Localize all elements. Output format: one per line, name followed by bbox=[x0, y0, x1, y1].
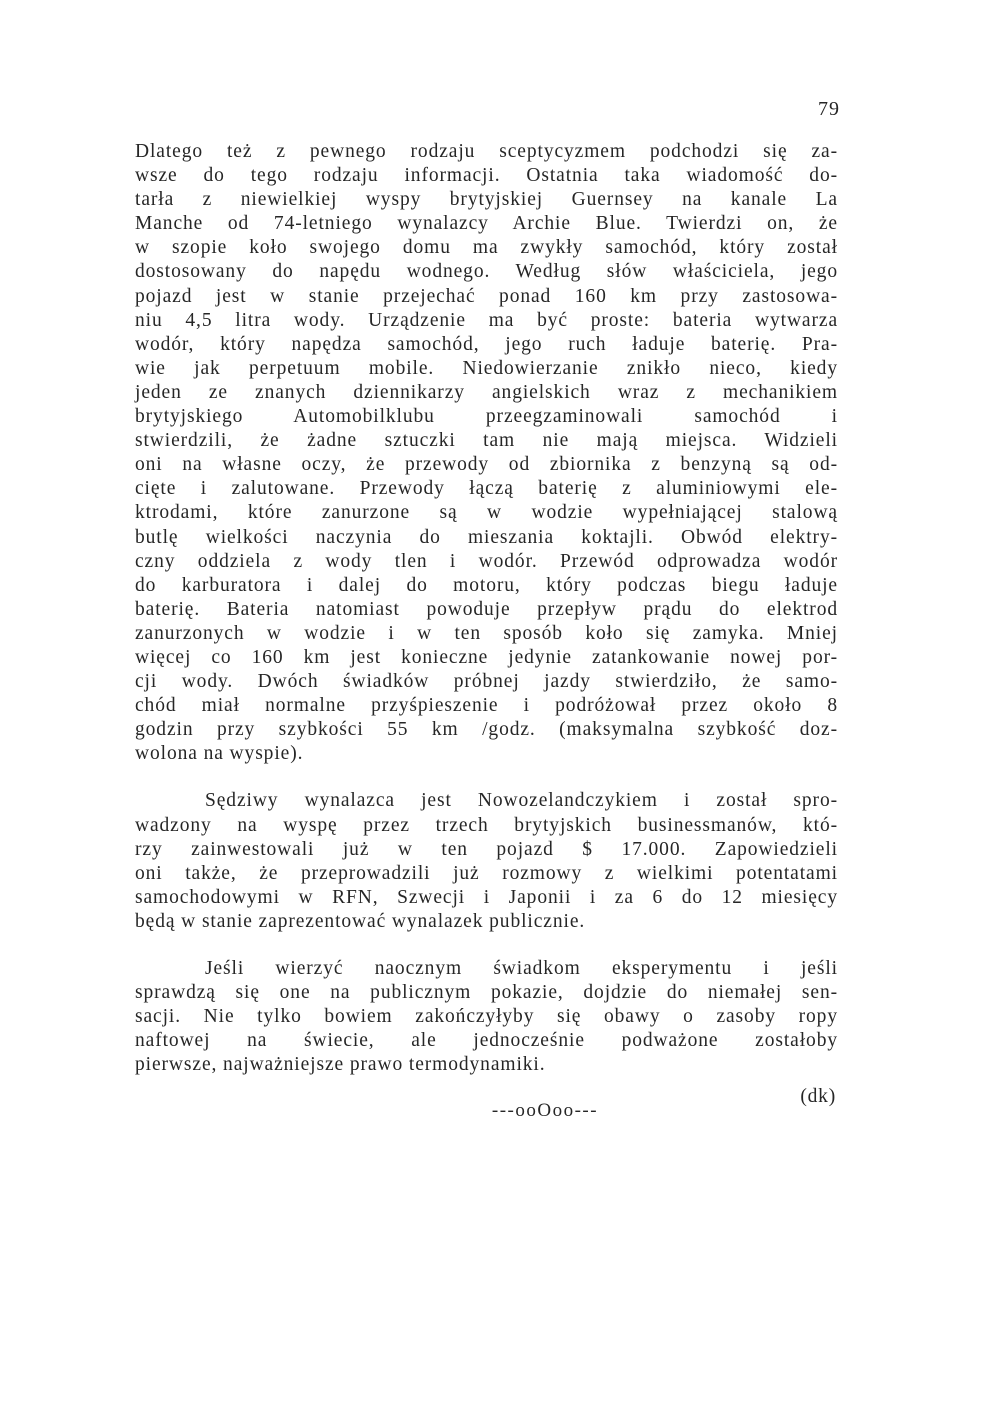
text-line: wolona na wyspie). bbox=[135, 743, 304, 765]
text-line: samochodowymi w RFN, Szwecji i Japonii i za 6 do 12 miesięcy bbox=[135, 886, 838, 908]
text-line: pojazd jest w stanie przejechać ponad 160 km przy zastosowa- bbox=[135, 285, 838, 307]
text-line: brytyjskiego Automobilklubu przeegzaminowali samochód i bbox=[135, 406, 838, 428]
text-line: sacji. Nie tylko bowiem zakończyłyby się obawy o zasoby ropy bbox=[135, 1006, 838, 1028]
text-line: ktrodami, które zanurzone są w wodzie wypełniającej stalową bbox=[135, 502, 838, 524]
author-signature: (dk) bbox=[800, 1086, 836, 1108]
text-line: sprawdzą się one na publicznym pokazie, dojdzie do niemałej sen- bbox=[135, 982, 838, 1004]
text-line: wie jak perpetuum mobile. Niedowierzanie znikło nieco, kiedy bbox=[135, 357, 838, 379]
text-line: Manche od 74-letniego wynalazcy Archie Blue. Twierdzi on, że bbox=[135, 213, 838, 235]
text-line: oni także, że przeprowadzili już rozmowy z wielkimi potentatami bbox=[135, 862, 838, 884]
text-line: godzin przy szybkości 55 km /godz. (maksymalna szybkość doz- bbox=[135, 719, 838, 741]
paragraph-1 bbox=[135, 140, 838, 766]
paragraph-gap bbox=[135, 766, 838, 789]
text-line: będą w stanie zaprezentować wynalazek publicznie. bbox=[135, 910, 586, 932]
text-line: rzy zainwestowali już w ten pojazd $ 17.000. Zapowiedzieli bbox=[135, 838, 838, 860]
text-line: czny oddziela z wody tlen i wodór. Przewód odprowadza wodór bbox=[135, 550, 838, 572]
text-line: w szopie koło swojego domu ma zwykły samochód, który został bbox=[135, 237, 838, 259]
text-line: wsze do tego rodzaju informacji. Ostatnia taka wiadomość do- bbox=[135, 165, 838, 187]
text-line: chód miał normalne przyśpieszenie i podróżował przez około 8 bbox=[135, 695, 838, 717]
paragraph-2 bbox=[135, 789, 838, 934]
paragraph-3 bbox=[135, 957, 838, 1077]
text-line: cięte i zalutowane. Przewody łączą baterię z aluminiowymi ele- bbox=[135, 478, 838, 500]
page-number: 79 bbox=[818, 98, 840, 120]
text-line: baterię. Bateria natomiast powoduje przepływ prądu do elektrod bbox=[135, 598, 838, 620]
text-line: zanurzonych w wodzie i w ten sposób koło się zamyka. Mniej bbox=[135, 622, 838, 644]
text-line: Jeśli wierzyć naocznym świadkom eksperymentu i jeśli bbox=[205, 958, 838, 979]
text-line: dostosowany do napędu wodnego. Według słów właściciela, jego bbox=[135, 261, 838, 283]
section-ornament: ---ooOoo--- bbox=[491, 1100, 599, 1121]
paragraph-gap bbox=[135, 934, 838, 957]
text-line: pierwsze, najważniejsze prawo termodynamiki. bbox=[135, 1054, 546, 1076]
article-body bbox=[135, 140, 838, 1109]
text-line: tarła z niewielkiej wyspy brytyjskiej Guernsey na kanale La bbox=[135, 189, 838, 211]
text-line: cji wody. Dwóch świadków próbnej jazdy stwierdziło, że samo- bbox=[135, 671, 838, 693]
text-line: stwierdzili, że żadne sztuczki tam nie mają miejsca. Widzieli bbox=[135, 430, 838, 452]
text-line: Sędziwy wynalazca jest Nowozelandczykiem i został spro- bbox=[205, 790, 838, 812]
text-line: niu 4,5 litra wody. Urządzenie ma być proste: bateria wytwarza bbox=[135, 309, 838, 331]
text-line: do karburatora i dalej do motoru, który podczas biegu ładuje bbox=[135, 574, 838, 596]
text-line: wodór, który napędza samochód, jego ruch ładuje baterię. Pra- bbox=[135, 333, 838, 355]
text-line: Dlatego też z pewnego rodzaju sceptycyzmem podchodzi się za- bbox=[135, 141, 838, 162]
text-line: więcej co 160 km jest konieczne jedynie zatankowanie nowej por- bbox=[135, 646, 838, 668]
text-line: wadzony na wyspę przez trzech brytyjskich businessmanów, któ- bbox=[135, 814, 838, 836]
text-line: jeden ze znanych dziennikarzy angielskich wraz z mechanikiem bbox=[135, 381, 838, 403]
text-line: naftowej na świecie, ale jednocześnie podważone zostałoby bbox=[135, 1030, 838, 1052]
text-line: oni na własne oczy, że przewody od zbiornika z benzyną są od- bbox=[135, 454, 838, 476]
text-line: butlę wielkości naczynia do mieszania koktajli. Obwód elektry- bbox=[135, 526, 838, 548]
